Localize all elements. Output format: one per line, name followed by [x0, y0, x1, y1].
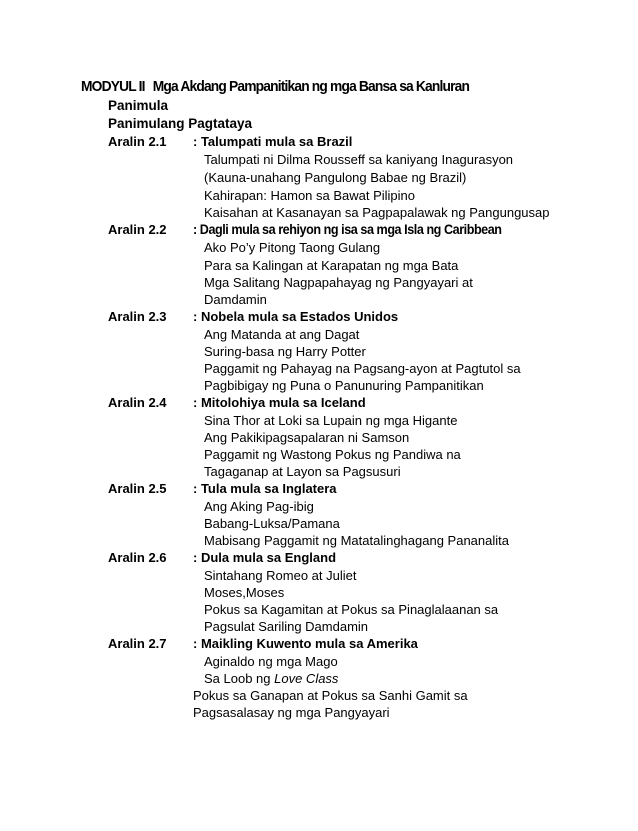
lesson-title: : Talumpati mula sa Brazil [193, 134, 353, 149]
lesson-title: : Dula mula sa England [193, 550, 337, 565]
intro-panimulang-pagtataya: Panimulang Pagtataya [108, 116, 253, 131]
lesson-item: Babang-Luksa/Pamana [204, 516, 340, 531]
lesson-item: Pokus sa Ganapan at Pokus sa Sanhi Gamit sa [193, 688, 468, 703]
lesson-item: (Kauna-unahang Pangulong Babae ng Brazil) [204, 170, 467, 185]
lesson-item: Aginaldo ng mga Mago [204, 654, 338, 669]
lesson-item: Ang Pakikipagsapalaran ni Samson [204, 430, 410, 445]
lesson-item: Sintahang Romeo at Juliet [204, 568, 357, 583]
lesson-item: Para sa Kalingan at Karapatan ng mga Bata [204, 258, 459, 273]
lesson-item: Pagsasalasay ng mga Pangyayari [193, 705, 390, 720]
lesson-item: Tagaganap at Layon sa Pagsusuri [204, 464, 401, 479]
lesson-item: Pokus sa Kagamitan at Pokus sa Pinaglalaanan sa [204, 602, 499, 617]
lesson-item: Paggamit ng Pahayag na Pagsang-ayon at Pagtutol sa [204, 361, 521, 376]
lesson-item: Mabisang Paggamit ng Matatalinghagang Pananalita [204, 533, 509, 548]
module-number: MODYUL II [81, 78, 145, 95]
lesson-item: Ang Matanda at ang Dagat [204, 327, 360, 342]
lesson-label: Aralin 2.4 [108, 395, 167, 410]
lesson-item: Ako Po’y Pitong Taong Gulang [204, 240, 381, 255]
lesson-label: Aralin 2.6 [108, 550, 167, 565]
lesson-label: Aralin 2.7 [108, 636, 167, 651]
lesson-item: Kahirapan: Hamon sa Bawat Pilipino [204, 188, 416, 203]
lesson-item: Damdamin [204, 292, 267, 307]
intro-panimula: Panimula [108, 98, 169, 113]
lesson-label: Aralin 2.5 [108, 481, 167, 496]
module-heading [81, 78, 469, 95]
lesson-item-text: Sa Loob ng [204, 671, 275, 686]
lesson-item: Talumpati ni Dilma Rousseff sa kaniyang Inagurasyon [204, 152, 514, 167]
lesson-item: Suring-basa ng Harry Potter [204, 344, 366, 359]
lesson-title: : Maikling Kuwento mula sa Amerika [193, 636, 418, 651]
lesson-item: Paggamit ng Wastong Pokus ng Pandiwa na [204, 447, 461, 462]
lesson-title: : Dagli mula sa rehiyon ng isa sa mga Isla ng Caribbean [193, 221, 502, 237]
lesson-item: Mga Salitang Nagpapahayag ng Pangyayari at [204, 275, 473, 290]
lesson-label: Aralin 2.3 [108, 309, 167, 324]
lesson-item [204, 671, 338, 686]
lesson-item-italic: Love Class [274, 671, 339, 686]
lesson-item: Kaisahan at Kasanayan sa Pagpapalawak ng Pangungusap [204, 205, 550, 220]
lesson-label: Aralin 2.1 [108, 134, 167, 149]
lesson-title: : Mitolohiya mula sa Iceland [193, 395, 366, 410]
lesson-item: Pagsulat Sariling Damdamin [204, 619, 369, 634]
lesson-item: Pagbibigay ng Puna o Panunuring Pampanitikan [204, 378, 484, 393]
lesson-item: Sina Thor at Loki sa Lupain ng mga Higante [204, 413, 458, 428]
module-title: Mga Akdang Pampanitikan ng mga Bansa sa Kanluran [152, 78, 470, 95]
lesson-title: : Nobela mula sa Estados Unidos [193, 309, 399, 324]
lesson-label: Aralin 2.2 [108, 222, 167, 237]
lesson-title: : Tula mula sa Inglatera [193, 481, 337, 496]
lesson-item: Ang Aking Pag-ibig [204, 499, 314, 514]
lesson-item: Moses,Moses [204, 585, 285, 600]
